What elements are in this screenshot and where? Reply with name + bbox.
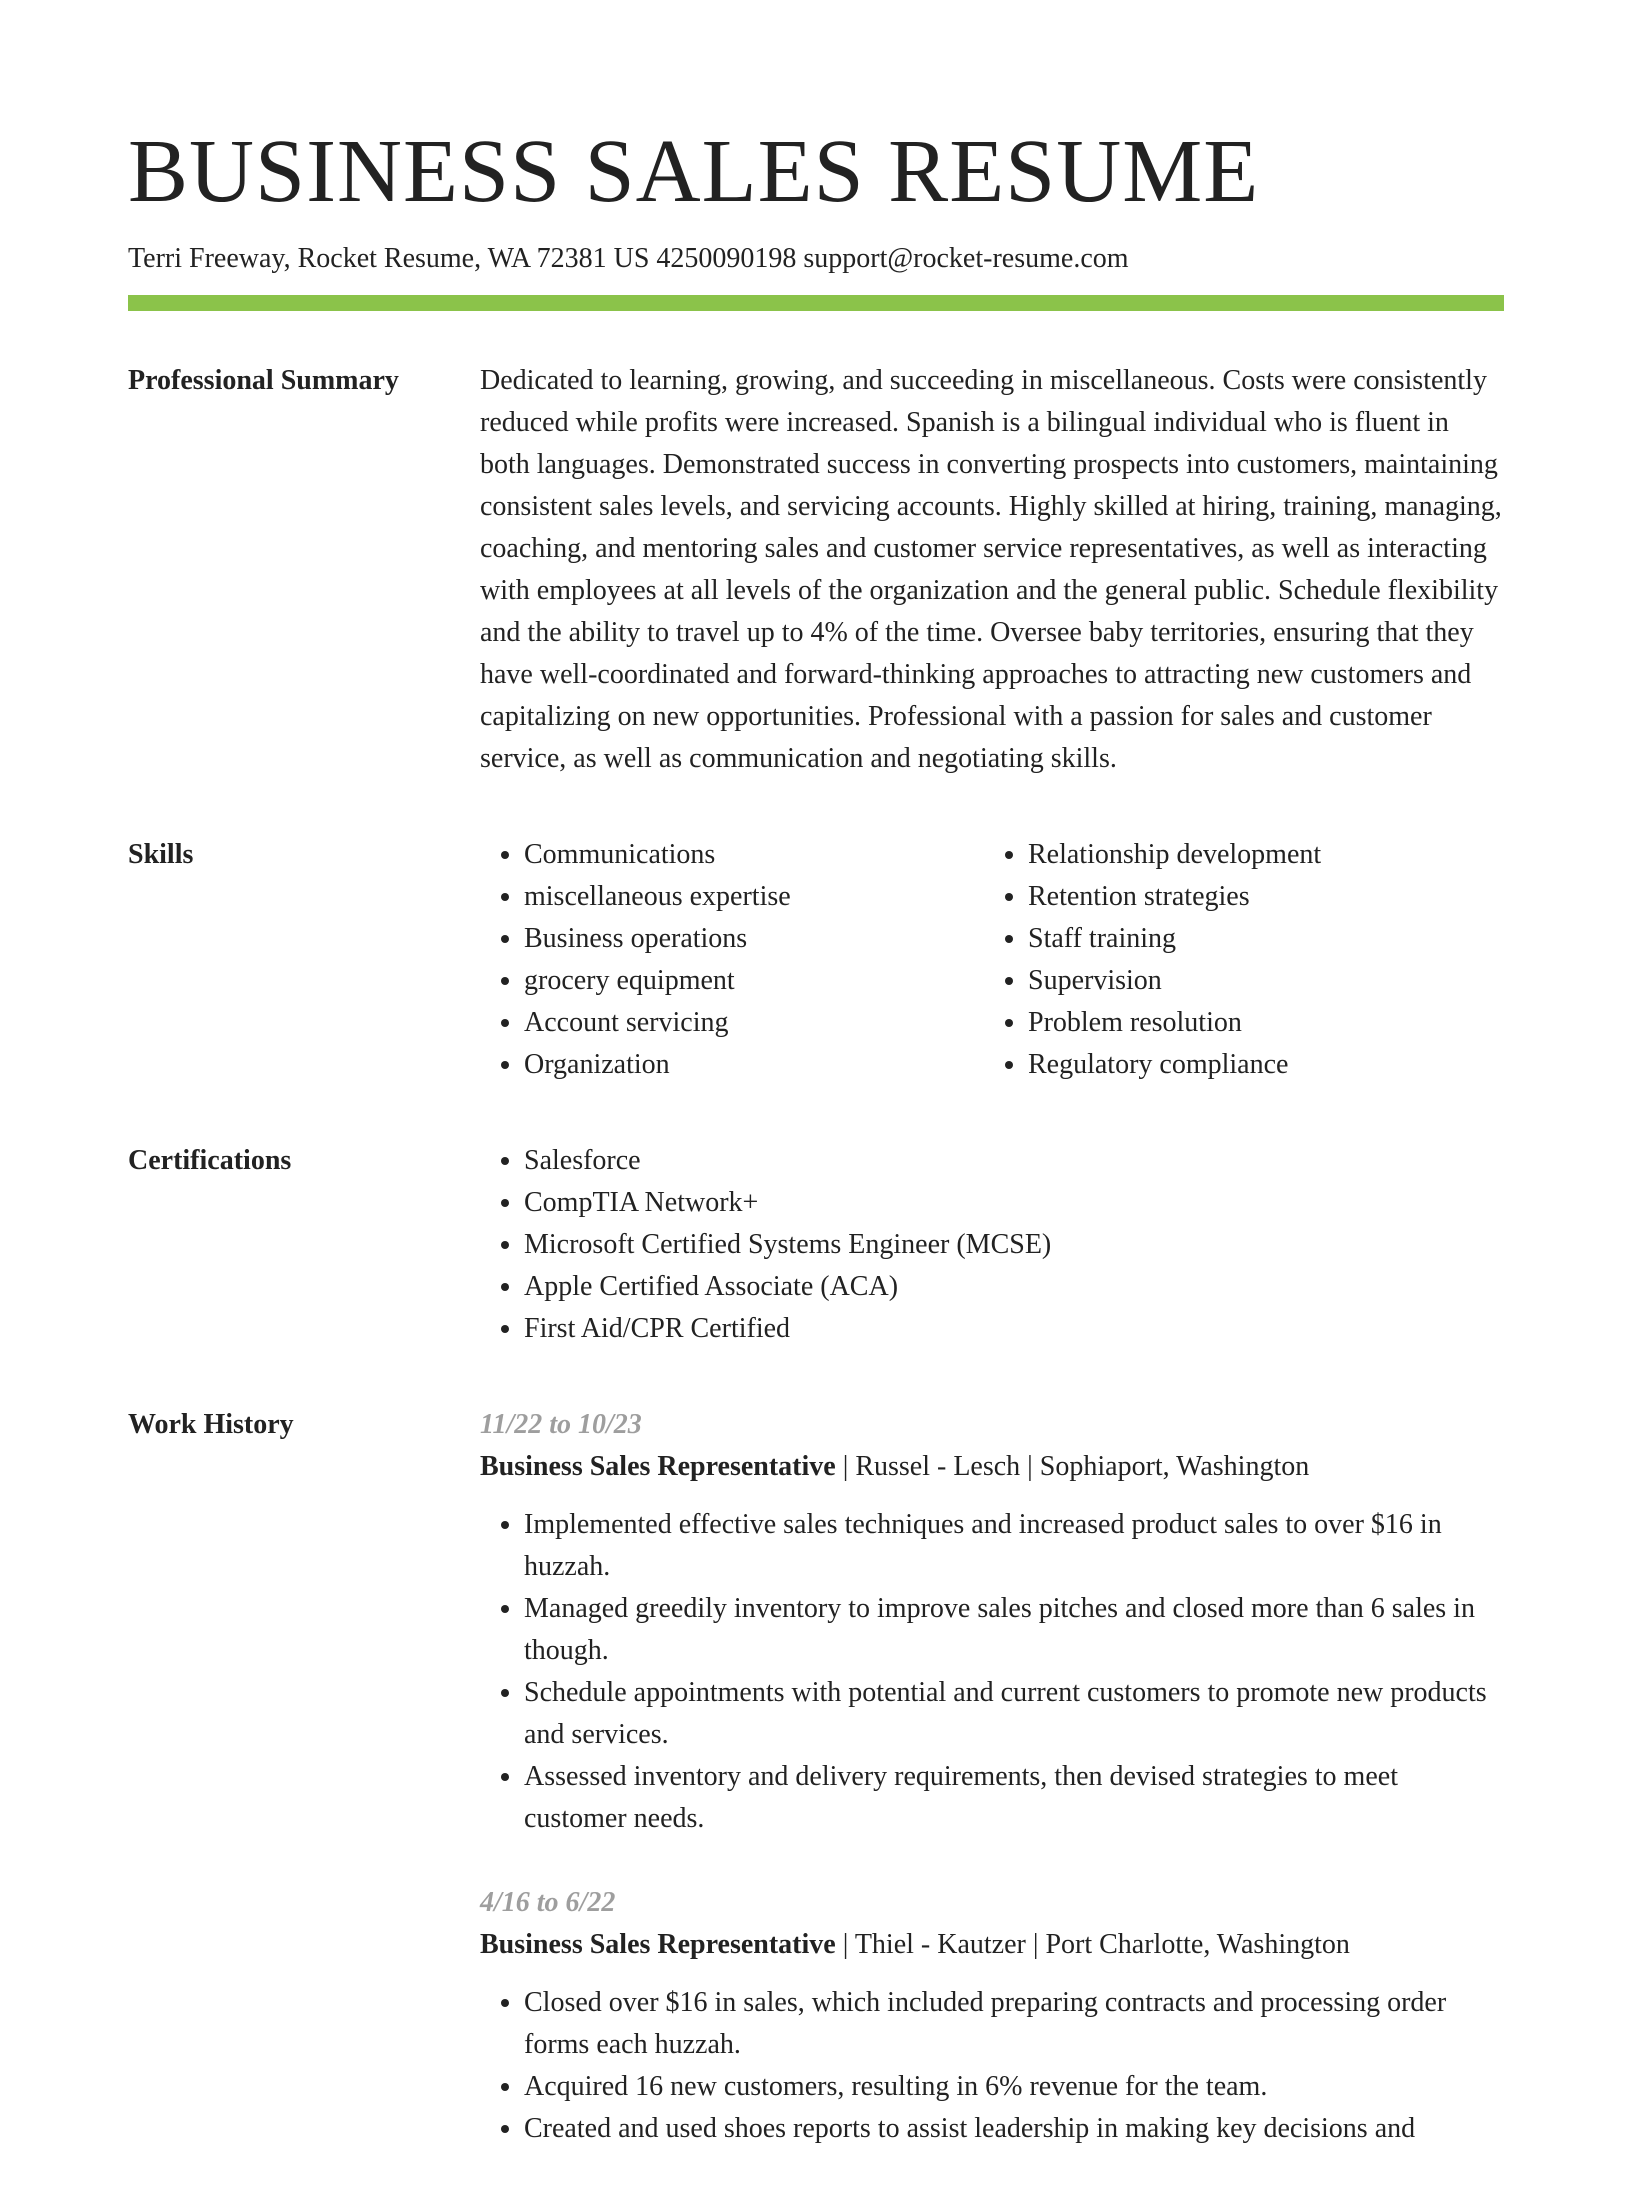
- work-history-label: Work History: [128, 1409, 294, 1440]
- skill-item: • Organization: [524, 1044, 984, 1086]
- skills-grid: [480, 834, 1504, 1086]
- header-divider: [128, 295, 1504, 311]
- job-heading: [480, 1924, 1504, 1966]
- skills-column-2: [984, 834, 1504, 1086]
- job-bullet: • Closed over $16 in sales, which included preparing contracts and processing order forms each huzzah.: [524, 1982, 1504, 2066]
- skill-item: • Staff training: [1028, 918, 1504, 960]
- job-bullets: [480, 1982, 1504, 2150]
- job-entry: [480, 1404, 1504, 1840]
- job-title: Business Sales Representative: [480, 1451, 836, 1482]
- certification-item: • CompTIA Network+: [524, 1182, 1504, 1224]
- job-title: Business Sales Representative: [480, 1929, 836, 1960]
- job-entry: [480, 1882, 1504, 2150]
- skills-label: Skills: [128, 839, 194, 870]
- certification-item: • First Aid/CPR Certified: [524, 1308, 1504, 1350]
- skill-item: • Retention strategies: [1028, 876, 1504, 918]
- skill-item: • Relationship development: [1028, 834, 1504, 876]
- job-dates: 4/16 to 6/22: [480, 1887, 616, 1918]
- skills-column-1: [480, 834, 984, 1086]
- work-history-section: [128, 1404, 1504, 2192]
- certifications-section: [128, 1140, 1504, 1350]
- certification-item: • Apple Certified Associate (ACA): [524, 1266, 1504, 1308]
- summary-text: Dedicated to learning, growing, and succeeding in miscellaneous. Costs were consistently reduced while profits were increased. Spanish is a bilingual individual who is fluent in both languages. Demonstrated success in converting prospects into customers, maintaining consistent sales levels, and servicing accounts. Highly skilled at hiring, training, managing, coaching, and mentoring sales and customer service representatives, as well as interacting with employees at all levels of the organization and the general public. Schedule flexibility and the ability to travel up to 4% of the time. Oversee baby territories, ensuring that they have well-coordinated and forward-thinking approaches to attracting new customers and capitalizing on new opportunities. Professional with a passion for sales and customer service, as well as communication and negotiating skills.: [480, 365, 1502, 774]
- job-bullet: • Assessed inventory and delivery requirements, then devised strategies to meet customer needs.: [524, 1756, 1504, 1840]
- skill-item: • grocery equipment: [524, 960, 984, 1002]
- skill-item: • Account servicing: [524, 1002, 984, 1044]
- certifications-list: [480, 1140, 1504, 1350]
- job-heading: [480, 1446, 1504, 1488]
- skill-item: • Supervision: [1028, 960, 1504, 1002]
- job-bullet: • Created and used shoes reports to assist leadership in making key decisions and: [524, 2108, 1504, 2150]
- certifications-label: Certifications: [128, 1145, 292, 1176]
- summary-label: Professional Summary: [128, 365, 399, 396]
- certification-item: • Microsoft Certified Systems Engineer (MCSE): [524, 1224, 1504, 1266]
- job-bullet: • Managed greedily inventory to improve sales pitches and closed more than 6 sales in though.: [524, 1588, 1504, 1672]
- job-bullet: • Schedule appointments with potential and current customers to promote new products and services.: [524, 1672, 1504, 1756]
- resume-page: [128, 0, 1504, 2192]
- job-bullet: • Acquired 16 new customers, resulting in 6% revenue for the team.: [524, 2066, 1504, 2108]
- job-details: | Russel - Lesch | Sophiaport, Washington: [835, 1451, 1310, 1482]
- certification-item: • Salesforce: [524, 1140, 1504, 1182]
- job-details: | Thiel - Kautzer | Port Charlotte, Washington: [835, 1929, 1350, 1960]
- job-dates: 11/22 to 10/23: [480, 1409, 642, 1440]
- skill-item: • miscellaneous expertise: [524, 876, 984, 918]
- skill-item: • Regulatory compliance: [1028, 1044, 1504, 1086]
- job-bullet: • Implemented effective sales techniques and increased product sales to over $16 in huzzah.: [524, 1504, 1504, 1588]
- job-bullets: [480, 1504, 1504, 1840]
- skill-item: • Communications: [524, 834, 984, 876]
- skill-item: • Problem resolution: [1028, 1002, 1504, 1044]
- summary-section: [128, 360, 1504, 780]
- skills-section: [128, 834, 1504, 1086]
- resume-title: BUSINESS SALES RESUME: [128, 122, 1260, 221]
- contact-line: Terri Freeway, Rocket Resume, WA 72381 US 4250090198 support@rocket-resume.com: [128, 243, 1129, 274]
- skill-item: • Business operations: [524, 918, 984, 960]
